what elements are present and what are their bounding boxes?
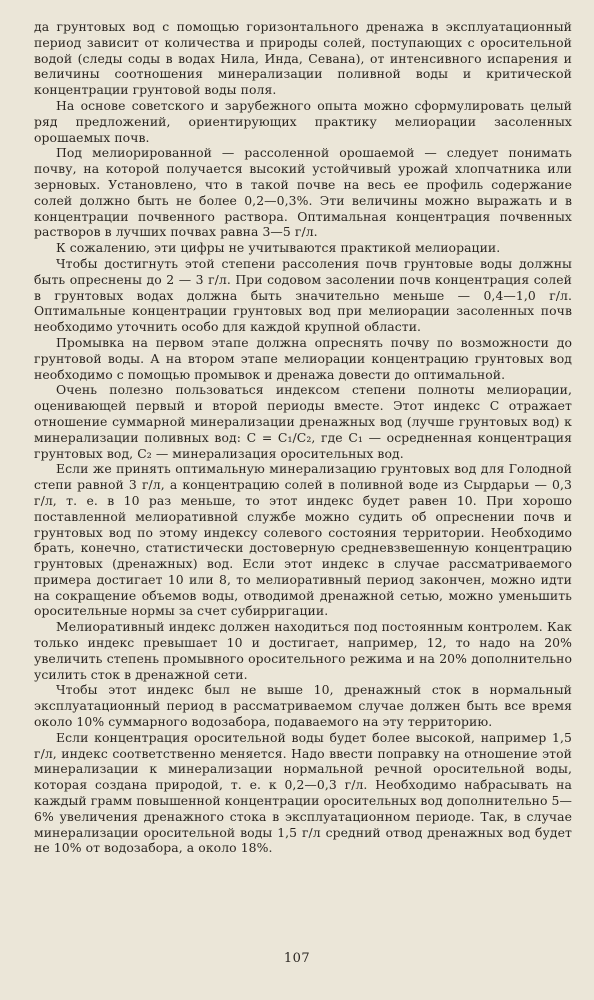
paragraph: К сожалению, эти цифры не учитываются практикой мелиорации. [56,240,501,256]
paragraph: Чтобы достигнуть этой степени рассоления почв грунтовые воды должны быть опреснены до 2 — 3 г/л. При содовом засолении почв концентрация солей в грунтовых водах должна быть значительно меньше — 0,4—1,0 г/л. Оптимальные концентрации грунтовых вод при мелиорации засоленных почв необходимо уточнить особо для каждой крупной области. [34,255,572,335]
paragraph: Мелиоративный индекс должен находиться под постоянным контролем. Как только индекс превышает 10 и достигает, например, 12, то надо на 20% увеличить степень промывного оросительного режима и на 20% дополнительно усилить сток в дренажной сети. [34,619,572,682]
paragraph: На основе советского и зарубежного опыта можно сформулировать целый ряд предложений, ориентирующих практику мелиорации засоленных орошаемых почв. [34,97,572,145]
paragraph: Если концентрация оросительной воды будет более высокой, например 1,5 г/л, индекс соответственно меняется. Надо ввести поправку на отношение этой минерализации к минерализации нормальной речной оросительной воды, которая создана природой, т. е. к 0,2—0,3 г/л. Необходимо набрасывать на каждый грамм повышенной концентрации оросительных вод дополнительно 5—6% увеличения дренажного стока в эксплуатационном периоде. Так, в случае минерализации оросительной воды 1,5 г/л средний отвод дренажных вод будет не 10% от водозабора, а около 18%. [34,729,572,856]
paragraph: Промывка на первом этапе должна опреснять почву по возможности до грунтовой воды. А на втором этапе мелиорации концентрацию грунтовых вод необходимо с помощью промывок и дренажа довести до оптимальной. [34,334,572,382]
paragraph: Очень полезно пользоваться индексом степени полноты мелиорации, оценивающей первый и второй периоды вместе. Этот индекс C отражает отношение суммарной минерализации дренажных вод (лучше грунтовых вод) к минерализации поливных вод: C = C₁/C₂, где C₁ — осредненная концентрация грунтовых вод, C₂ — минерализация оросительных вод. [34,382,572,461]
paragraph: да грунтовых вод с помощью горизонтального дренажа в эксплуатационный период зависит от количества и природы солей, поступающих с оросительной водой (следы соды в водах Нила, Инда, Севана), от интенсивного испарения и величины соотношения минерализации поливной воды и критической концентрации грунтовой воды поля. [34,19,572,98]
paragraph: Если же принять оптимальную минерализацию грунтовых вод для Голодной степи равной 3 г/л, а концентрацию солей в поливной воде из Сырдарьи — 0,3 г/л, т. е. в 10 раз меньше, то этот индекс будет равен 10. При хорошо поставленной мелиоративной службе можно судить об опреснении почв и грунтовых вод по этому индексу солевого состояния территории. Необходимо брать, конечно, статистически достоверную средневзвешенную концентрацию грунтовых (дренажных) вод. Если этот индекс в случае рассматриваемого примера достигает 10 или 8, то мелиоративный период закончен, можно идти на сокращение объемов воды, отводимой дренажной сетью, можно уменьшить оросительные нормы за счет субирригации. [34,461,572,619]
paragraph: Под мелиорированной — рассоленной орошаемой — следует понимать почву, на которой получается высокий устойчивый урожай хлопчатника или зерновых. Установлено, что в такой почве на весь ее профиль содержание солей должно быть не более 0,2—0,3%. Эти величины можно выражать и в концентрации почвенного раствора. Оптимальная концентрация почвенных растворов в лучших почвах равна 3—5 г/л. [34,145,572,240]
paragraph: Чтобы этот индекс был не выше 10, дренажный сток в нормальный эксплуатационный период в рассматриваемом случае должен быть все время около 10% суммарного водозабора, подаваемого на эту территорию. [34,682,572,730]
page-number: 107 [283,951,311,966]
